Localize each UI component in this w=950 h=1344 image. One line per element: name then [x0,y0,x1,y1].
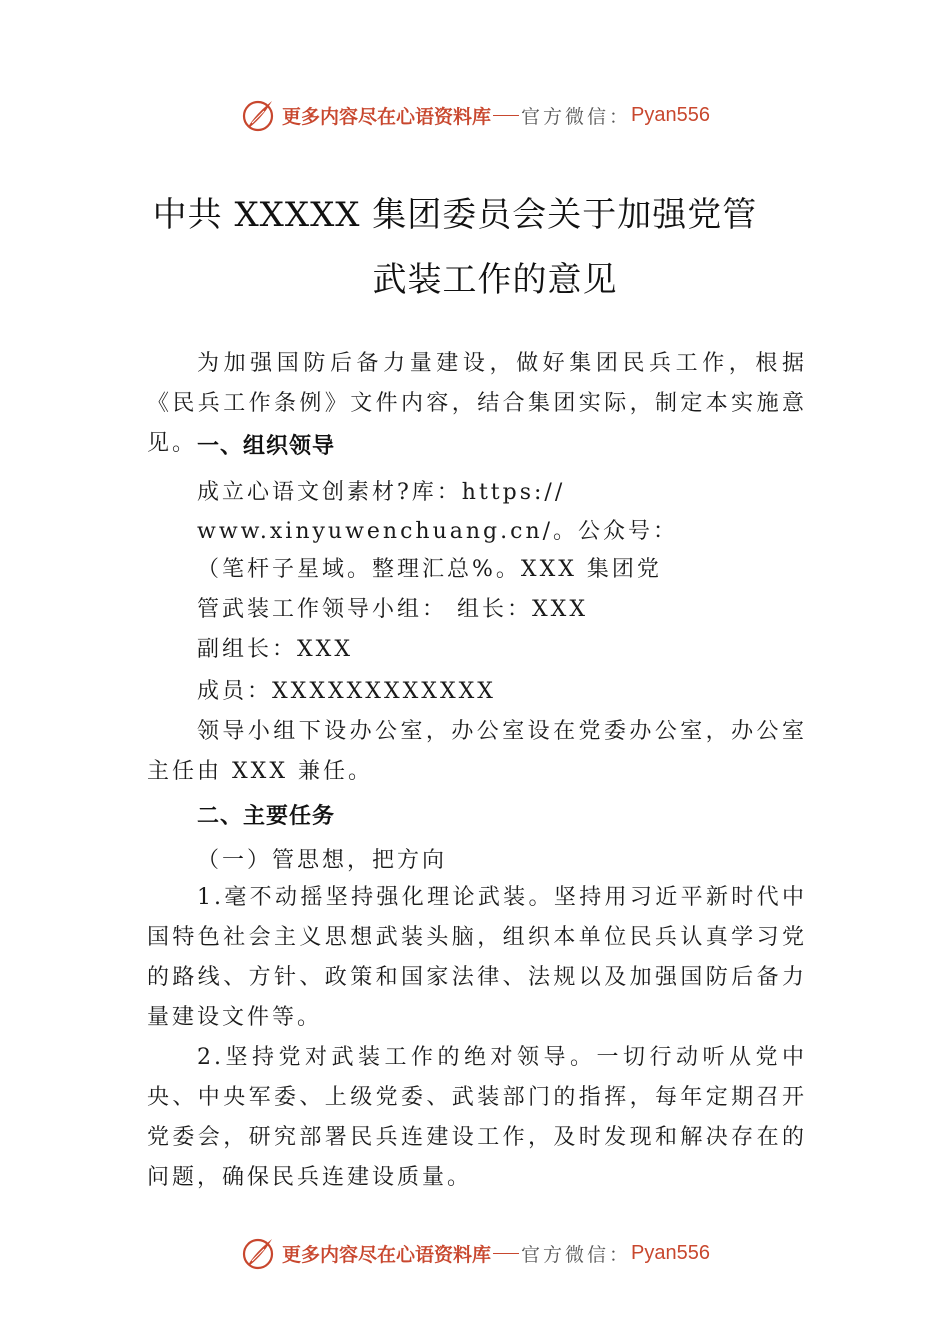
section1-line: （笔杆子星域。整理汇总%。XXX 集团党 [197,557,662,582]
banner-wechat-id: Pyan556 [631,1241,710,1264]
office-paragraph: 领导小组下设办公室，办公室设在党委办公室，办公室主任由 XXX 兼任。 [147,719,807,784]
banner-wechat-id: Pyan556 [631,103,710,126]
section1-line: 成立心语文创素材?库：https:// [197,480,566,505]
bottom-banner [0,1233,950,1273]
feather-circle-logo-icon [240,1235,276,1271]
banner-brand: 更多内容尽在心语资料库 [282,1243,492,1266]
doc-title-line2: 武装工作的意见 [372,260,618,300]
intro-paragraph: 为加强国防后备力量建设，做好集团民兵工作，根据《民兵工作条例》文件内容，结合集团实际，制定本实施意见。 [147,351,807,456]
section2-heading: 二、主要任务 [197,804,336,829]
section1-line: 副组长：XXX [197,637,353,662]
section1-heading: 一、组织领导 [197,434,336,459]
section2-subheading: （一）管思想，把方向 [197,848,448,873]
banner-wechat-label: 官方微信： [521,105,632,128]
banner-dash [493,115,519,116]
task-item-2: 2.坚持党对武装工作的绝对领导。一切行动听从党中央、中央军委、上级党委、武装部门的指挥，每年定期召开党委会，研究部署民兵连建设工作，及时发现和解决存在的问题，确保民兵连建设质量。 [147,1045,807,1190]
section1-line: www.xinyuwenchuang.cn/。公众号： [197,519,679,544]
task-item-1: 1.毫不动摇坚持强化理论武装。坚持用习近平新时代中国特色社会主义思想武装头脑，组织本单位民兵认真学习党的路线、方针、政策和国家法律、法规以及加强国防后备力量建设文件等。 [147,885,807,1030]
banner-brand: 更多内容尽在心语资料库 [282,105,492,128]
doc-title-line1: 中共 XXXXX 集团委员会关于加强党管 [152,195,758,235]
top-banner [0,95,950,135]
section1-line: 管武装工作领导小组： 组长：XXX [197,597,588,622]
feather-circle-logo-icon [240,97,276,133]
banner-wechat-label: 官方微信： [521,1243,632,1266]
banner-dash [493,1253,519,1254]
section1-line: 成员：XXXXXXXXXXXX [197,679,496,704]
